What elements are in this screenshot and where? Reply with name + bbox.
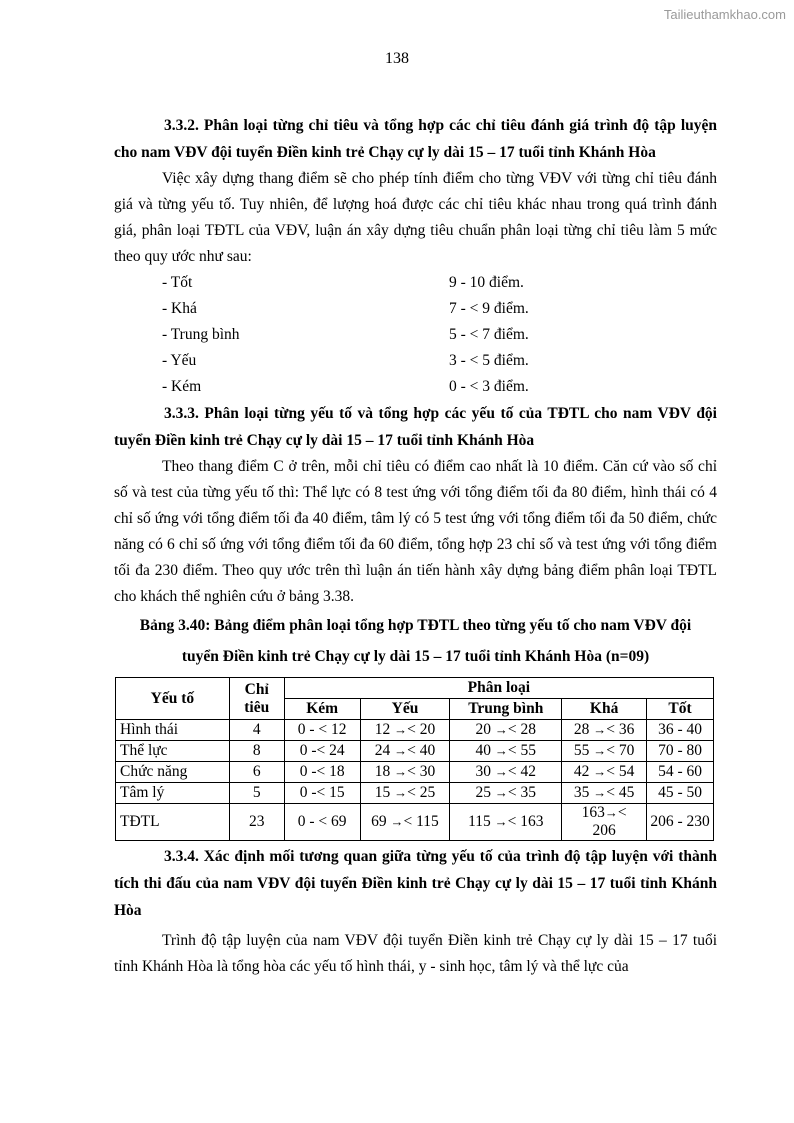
header-factor: Yếu tố [116,678,230,720]
arrow-icon: → [494,743,508,758]
section-333-title: 3.3.3. Phân loại từng yếu tố và tổng hợp các yếu tố của TĐTL cho nam VĐV đội tuyển Điền kinh trẻ Chạy cự ly dài 15 – 17 tuổi tỉnh Khánh Hòa [114,405,717,449]
range-start: 35 [573,784,590,801]
range-start: 28 [573,721,590,738]
arrow-icon: → [494,814,508,829]
list-item [114,348,717,374]
section-332-title: 3.3.2. Phân loại từng chỉ tiêu và tổng hợp các chỉ tiêu đánh giá trình độ tập luyện cho nam VĐV đội tuyển Điền kinh trẻ Chạy cự ly dài 15 – 17 tuổi tỉnh Khánh Hòa [114,117,717,161]
range-start: 55 [573,742,590,759]
range-start: 15 [374,784,391,801]
cell-yeu [360,804,450,841]
header-count-line-2: tiêu [244,698,270,716]
cell-tot: 70 - 80 [647,741,714,762]
cell-count: 8 [229,741,284,762]
section-334-heading [114,843,717,924]
level-value: 5 - < 7 điểm. [449,326,529,343]
range-end-continued: 206 [592,822,616,839]
range-start: 18 [374,763,391,780]
range-end: < 163 [507,813,544,830]
cell-count: 6 [229,762,284,783]
range-end: < 25 [407,784,436,801]
scoring-levels-list [114,270,717,400]
header-count-line-1: Chỉ [244,680,269,698]
cell-count: 23 [229,804,284,841]
level-label: - Trung bình [162,326,240,343]
table-row [116,720,714,741]
cell-tot: 45 - 50 [647,783,714,804]
range-end: < 70 [606,742,635,759]
cell-kha [562,720,647,741]
header-count [229,678,284,720]
page-number: 138 [385,50,409,67]
cell-kha [562,741,647,762]
header-level-trung-binh: Trung bình [450,699,562,720]
range-start: 40 [475,742,492,759]
watermark: Tailieuthamkhao.com [663,7,786,22]
header-level-kha: Khá [562,699,647,720]
table-row [116,804,714,841]
arrow-icon: → [494,785,508,800]
cell-factor: Thể lực [116,741,230,762]
cell-trung-binh [450,762,562,783]
range-end: < 55 [507,742,537,759]
range-start: 24 [374,742,391,759]
table-row [116,783,714,804]
table-row [116,762,714,783]
cell-trung-binh [450,741,562,762]
arrow-icon: → [394,743,408,758]
range-start: 69 [371,813,387,830]
table-caption-line-2: tuyển Điền kinh trẻ Chạy cự ly dài 15 – 17 tuổi tỉnh Khánh Hòa (n=09) [181,648,650,665]
range-end: < 42 [507,763,537,780]
cell-kem: 0 -< 24 [284,741,360,762]
header-classification: Phân loại [284,678,713,699]
list-item [114,270,717,296]
cell-yeu [360,762,450,783]
range-start: 30 [475,763,492,780]
arrow-icon: → [390,814,404,829]
arrow-icon: → [394,722,408,737]
cell-kha [562,804,647,841]
range-end: < 35 [507,784,537,801]
list-item [114,374,717,400]
range-end: < 54 [606,763,635,780]
level-value: 3 - < 5 điểm. [449,352,529,369]
classification-table [115,677,714,841]
range-end: < 45 [606,784,635,801]
cell-factor: Hình thái [116,720,230,741]
cell-kem: 0 -< 18 [284,762,360,783]
cell-count: 4 [229,720,284,741]
range-start: 20 [475,721,492,738]
arrow-icon: → [394,785,408,800]
section-334-paragraph: Trình độ tập luyện của nam VĐV đội tuyển Điền kinh trẻ Chạy cự ly dài 15 – 17 tuổi tỉnh Khánh Hòa là tổng hòa các yếu tố hình thái, y - sinh học, tâm lý và thể lực của [114,932,717,975]
level-value: 0 - < 3 điểm. [449,378,529,395]
section-333-paragraph: Theo thang điểm C ở trên, mỗi chỉ tiêu có điểm cao nhất là 10 điểm. Căn cứ vào số chỉ số và test của từng yếu tố thì: Thể lực có 8 test ứng với tổng điểm tối đa 80 điểm, hình thái có 4 chỉ số ứng với tổng điểm tối đa 40 điểm, tâm lý có 5 test ứng với tổng điểm tối đa 50 điểm, chức năng có 6 chỉ số ứng với tổng điểm tối đa 60 điểm, tổng hợp 23 chỉ số và test ứng với tổng điểm tối đa 230 điểm. Theo quy ước trên thì luận án tiến hành xây dựng bảng điểm phân loại TĐTL cho khách thể nghiên cứu ở bảng 3.38. [114,458,717,605]
level-label: - Kém [162,378,202,395]
cell-factor: Tâm lý [116,783,230,804]
cell-kem: 0 -< 15 [284,783,360,804]
level-label: - Khá [162,300,197,317]
arrow-icon: → [593,764,607,779]
header-level-yeu: Yếu [360,699,450,720]
cell-tot: 206 - 230 [647,804,714,841]
header-level-kem: Kém [284,699,360,720]
table-caption-line-1: Bảng 3.40: Bảng điểm phân loại tổng hợp TĐTL theo từng yếu tố cho nam VĐV đội [139,617,692,634]
range-start: 25 [475,784,492,801]
range-end: < 115 [403,813,439,830]
arrow-icon: → [593,743,607,758]
cell-trung-binh [450,804,562,841]
range-end: < 36 [606,721,635,738]
level-label: - Yếu [162,352,197,369]
range-end: < 28 [507,721,537,738]
cell-factor: Chức năng [116,762,230,783]
section-334-title: 3.3.4. Xác định mối tương quan giữa từng yếu tố của trình độ tập luyện với thành tích thi đấu của nam VĐV đội tuyển Điền kinh trẻ Chạy cự ly dài 15 – 17 tuổi tỉnh Khánh Hòa [114,848,717,919]
cell-kha [562,783,647,804]
cell-factor: TĐTL [116,804,230,841]
cell-kem: 0 - < 69 [284,804,360,841]
cell-count: 5 [229,783,284,804]
page-content [114,112,717,980]
cell-yeu [360,741,450,762]
cell-kha [562,762,647,783]
section-333-heading [114,400,717,454]
list-item [114,322,717,348]
range-end: < [617,804,627,821]
arrow-icon: → [494,764,508,779]
cell-kem: 0 - < 12 [284,720,360,741]
cell-trung-binh [450,720,562,741]
cell-tot: 54 - 60 [647,762,714,783]
cell-trung-binh [450,783,562,804]
section-332-heading [114,112,717,166]
header-level-tot: Tốt [647,699,714,720]
range-end: < 20 [407,721,436,738]
level-value: 7 - < 9 điểm. [449,300,529,317]
range-end: < 30 [407,763,436,780]
arrow-icon: → [394,764,408,779]
level-value: 9 - 10 điểm. [449,274,524,291]
cell-tot: 36 - 40 [647,720,714,741]
range-start: 12 [374,721,391,738]
arrow-icon: → [593,722,607,737]
table-row [116,741,714,762]
arrow-icon: → [494,722,508,737]
list-item [114,296,717,322]
range-end: < 40 [407,742,436,759]
section-332-paragraph: Việc xây dựng thang điểm sẽ cho phép tính điểm cho từng VĐV với từng chỉ tiêu đánh giá và từng yếu tố. Tuy nhiên, để lượng hoá được các chỉ tiêu khác nhau trong quá trình đánh giá, phân loại TĐTL của VĐV, luận án xây dựng tiêu chuẩn phân loại từng chỉ tiêu làm 5 mức theo quy ước như sau: [114,170,717,265]
cell-yeu [360,720,450,741]
cell-yeu [360,783,450,804]
range-start: 163 [581,804,605,821]
arrow-icon: → [604,805,618,820]
arrow-icon: → [593,785,607,800]
level-label: - Tốt [162,274,193,291]
range-start: 42 [573,763,590,780]
range-start: 115 [468,813,491,830]
